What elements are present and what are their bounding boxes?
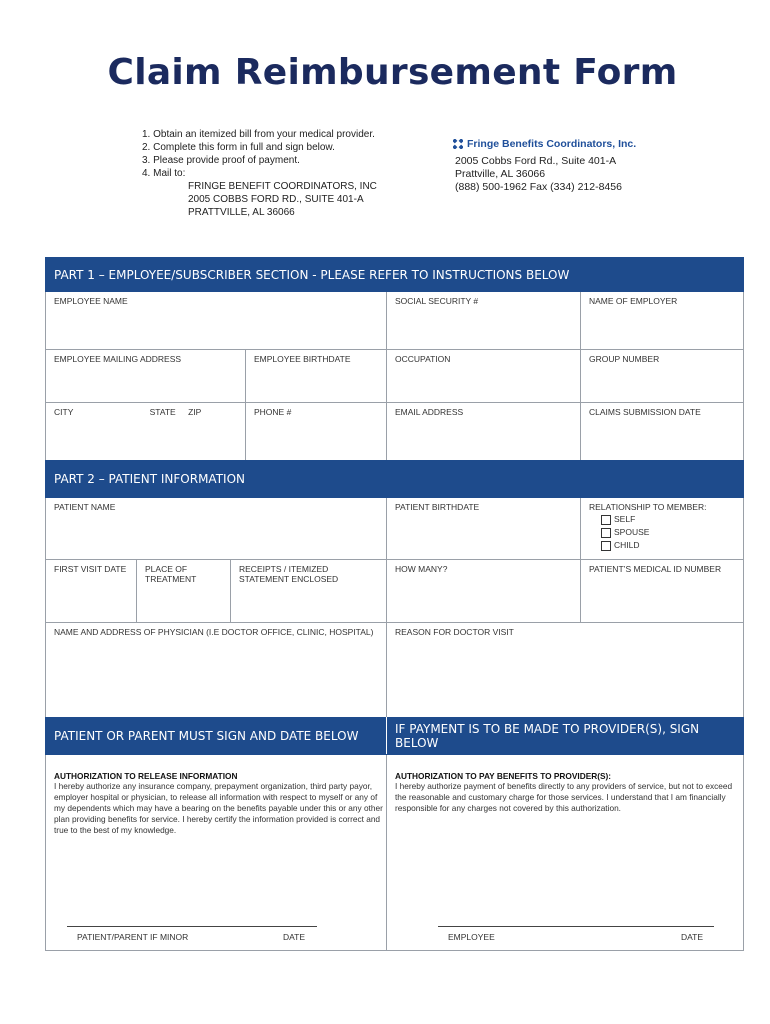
part2-header: PART 2 – PATIENT INFORMATION <box>46 461 744 498</box>
patient-name-label: PATIENT NAME <box>54 502 116 512</box>
relationship-option-child[interactable] <box>601 539 735 551</box>
claims-date-label: CLAIMS SUBMISSION DATE <box>589 407 701 417</box>
group-number-field[interactable] <box>581 350 744 403</box>
place-of-treatment-label: PLACE OF TREATMENT <box>145 564 197 584</box>
part2-table <box>45 460 744 718</box>
occupation-label: OCCUPATION <box>395 354 451 364</box>
occupation-field[interactable] <box>387 350 581 403</box>
patient-date-label: DATE <box>283 932 306 942</box>
spouse-checkbox[interactable] <box>601 528 611 538</box>
city-state-zip-field[interactable] <box>46 403 246 461</box>
ssn-field[interactable] <box>387 292 581 350</box>
first-visit-field[interactable] <box>46 560 137 623</box>
email-label: EMAIL ADDRESS <box>395 407 464 417</box>
patient-sign-header: PATIENT OR PARENT MUST SIGN AND DATE BELOW <box>46 718 387 755</box>
employee-name-field[interactable] <box>46 292 387 350</box>
patient-name-field[interactable] <box>46 498 387 560</box>
org-logo-text: Fringe Benefits Coordinators, Inc. <box>467 138 637 150</box>
patient-birthdate-field[interactable] <box>387 498 581 560</box>
physician-label: NAME AND ADDRESS OF PHYSICIAN (I.E DOCTOR OFFICE, CLINIC, HOSPITAL) <box>54 627 374 637</box>
medical-id-field[interactable] <box>581 560 744 623</box>
employee-name-label: EMPLOYEE NAME <box>54 296 128 306</box>
pay-authorization <box>387 755 744 951</box>
release-auth-title: AUTHORIZATION TO RELEASE INFORMATION <box>54 771 238 781</box>
email-field[interactable] <box>387 403 581 461</box>
employee-signature-label: EMPLOYEE <box>448 932 495 942</box>
medical-id-label: PATIENT’S MEDICAL ID NUMBER <box>589 564 722 574</box>
relationship-label: RELATIONSHIP TO MEMBER: <box>589 502 707 512</box>
instruction-3: 3. Please provide proof of payment. <box>142 155 300 166</box>
org-logo-icon <box>453 139 463 149</box>
physician-field[interactable] <box>46 623 387 718</box>
child-checkbox[interactable] <box>601 541 611 551</box>
mail-to-line-3: PRATTVILLE, AL 36066 <box>188 207 295 218</box>
org-address-2: Prattville, AL 36066 <box>455 168 546 180</box>
reason-label: REASON FOR DOCTOR VISIT <box>395 627 514 637</box>
employee-date-label: DATE <box>681 932 704 942</box>
patient-signature-label: PATIENT/PARENT IF MINOR <box>77 932 189 942</box>
release-authorization <box>46 755 387 951</box>
self-label: SELF <box>614 514 636 524</box>
receipts-field[interactable] <box>231 560 387 623</box>
employee-signature-line[interactable] <box>438 926 714 927</box>
child-label: CHILD <box>614 540 640 550</box>
self-checkbox[interactable] <box>601 515 611 525</box>
city-label: CITY <box>54 407 74 417</box>
instruction-4: 4. Mail to: <box>142 168 186 179</box>
mail-to-line-1: FRINGE BENEFIT COORDINATORS, INC <box>188 181 377 192</box>
pay-auth-title: AUTHORIZATION TO PAY BENEFITS TO PROVIDER(S): <box>395 771 612 781</box>
relationship-field <box>581 498 744 560</box>
mailing-address-label: EMPLOYEE MAILING ADDRESS <box>54 354 182 364</box>
first-visit-label: FIRST VISIT DATE <box>54 564 127 574</box>
signature-table <box>45 717 744 951</box>
part1-header: PART 1 – EMPLOYEE/SUBSCRIBER SECTION - PLEASE REFER TO INSTRUCTIONS BELOW <box>46 258 744 292</box>
birthdate-field[interactable] <box>246 350 387 403</box>
reason-field[interactable] <box>387 623 744 718</box>
ssn-label: SOCIAL SECURITY # <box>395 296 479 306</box>
org-phone-fax: (888) 500-1962 Fax (334) 212-8456 <box>455 181 622 193</box>
receipts-label: RECEIPTS / ITEMIZED STATEMENT ENCLOSED <box>239 564 339 584</box>
org-logo <box>453 138 636 150</box>
mail-to-line-2: 2005 COBBS FORD RD., SUITE 401-A <box>188 194 364 205</box>
employer-label: NAME OF EMPLOYER <box>589 296 678 306</box>
patient-signature-line[interactable] <box>67 926 317 927</box>
form-title: Claim Reimbursement Form <box>107 52 678 93</box>
pay-auth-text: I hereby authorize payment of benefits directly to any providers of service, but not to exceed the reasonable and customary charge for those services. I understand that I am financially responsible for any charges not covered by this authorization. <box>395 781 733 813</box>
phone-field[interactable] <box>246 403 387 461</box>
how-many-field[interactable] <box>387 560 581 623</box>
instruction-1: 1. Obtain an itemized bill from your medical provider. <box>142 129 375 140</box>
relationship-option-spouse[interactable] <box>601 526 735 538</box>
spouse-label: SPOUSE <box>614 527 650 537</box>
phone-label: PHONE # <box>254 407 292 417</box>
relationship-option-self[interactable] <box>601 513 735 525</box>
group-number-label: GROUP NUMBER <box>589 354 660 364</box>
how-many-label: HOW MANY? <box>395 564 448 574</box>
claims-date-field[interactable] <box>581 403 744 461</box>
org-address-1: 2005 Cobbs Ford Rd., Suite 401-A <box>455 155 617 167</box>
provider-sign-header: IF PAYMENT IS TO BE MADE TO PROVIDER(S), SIGN BELOW <box>387 718 744 755</box>
patient-birthdate-label: PATIENT BIRTHDATE <box>395 502 480 512</box>
birthdate-label: EMPLOYEE BIRTHDATE <box>254 354 351 364</box>
state-label: STATE <box>149 407 176 417</box>
mailing-address-field[interactable] <box>46 350 246 403</box>
place-of-treatment-field[interactable] <box>137 560 231 623</box>
release-auth-text: I hereby authorize any insurance company, prepayment organization, third party payor, employer hospital or physician, to release all information with respect to myself or any of my dependents which may have a bearing on the benefits payable under this or any other plan providing benefits for service. I hereby certify the information provided is correct and true to the best of my knowledge. <box>54 781 383 835</box>
zip-label: ZIP <box>188 407 202 417</box>
part1-table <box>45 257 744 461</box>
instruction-2: 2. Complete this form in full and sign below. <box>142 142 335 153</box>
employer-field[interactable] <box>581 292 744 350</box>
